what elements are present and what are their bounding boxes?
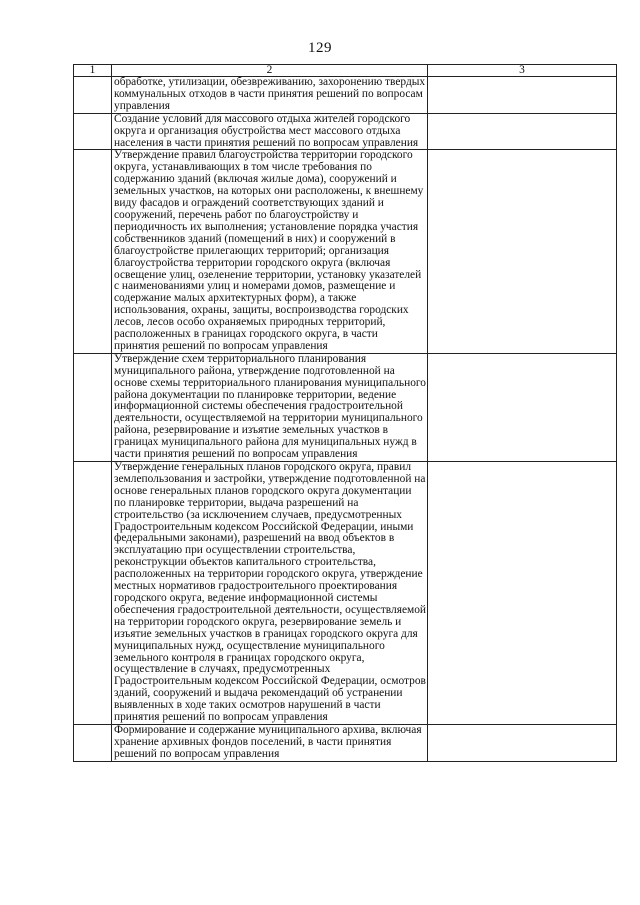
column-header-1: 1 [74, 65, 112, 77]
table-header-row [74, 65, 617, 77]
row-number-cell [74, 724, 112, 761]
row-number-cell [74, 462, 112, 725]
row-number-cell [74, 353, 112, 461]
power-description-cell [112, 113, 428, 150]
power-description-text: Утверждение схем территориального планирования муниципального района, утверждение подготовленной на основе схемы территориального планирования муниципального района документации по планировке территории, ведение информационной системы обеспечения градостроительной деятельности, осуществляемой на территории муниципального района, резервирование и изъятие земельных участков в границах муниципального района для муниципальных нужд в части принятия решений по вопросам управления [114, 352, 426, 461]
column-header-2: 2 [112, 65, 428, 77]
table-row [74, 353, 617, 461]
power-description-text: Создание условий для массового отдыха жителей городского округа и организация обустройства мест массового отдыха населения в части принятия решений по вопросам управления [114, 112, 419, 149]
power-description-cell [112, 724, 428, 761]
page-number: 129 [308, 40, 332, 56]
note-cell [428, 150, 617, 353]
note-cell [428, 113, 617, 150]
power-description-text: Утверждение генеральных планов городского округа, правил землепользования и застройки, утверждение подготовленной на основе генеральных планов городского округа документации по планировке территории, выдача разрешений на строительство (за исключением случаев, предусмотренных Градостроительным кодексом Российской Федерации, иными федеральными законами), разрешений на ввод объектов в эксплуатацию при осуществлении строительства, реконструкции объектов капитального строительства, расположенных на территории городского округа, утверждение местных нормативов градостроительного проектирования городского округа, ведение информационной системы обеспечения градостроительной деятельности, осуществляемой на территории городского округа, резервирование земель и изъятие земельных участков в границах городского округа для муниципальных нужд, осуществление муниципального земельного контроля в границах городского округа, осуществление в случаях, предусмотренных Градостроительным кодексом Российской Федерации, осмотров зданий, сооружений и выдача рекомендаций об устранении выявленных в ходе таких осмотров нарушений в части принятия решений по вопросам управления [114, 461, 427, 724]
row-number-cell [74, 150, 112, 353]
note-cell [428, 77, 617, 114]
power-description-text: обработке, утилизации, обезвреживанию, захоронению твердых коммунальных отходов в части принятия решений по вопросам управления [114, 76, 426, 112]
table-row [74, 113, 617, 150]
powers-table [73, 64, 617, 762]
power-description-text: Формирование и содержание муниципального архива, включая хранение архивных фондов поселений, в части принятия решений по вопросам управления [114, 723, 422, 760]
note-cell [428, 353, 617, 461]
row-number-cell [74, 77, 112, 114]
row-number-cell [74, 113, 112, 150]
table-row [74, 150, 617, 353]
table-row [74, 724, 617, 761]
column-header-3: 3 [428, 65, 617, 77]
power-description-cell [112, 462, 428, 725]
note-cell [428, 724, 617, 761]
note-cell [428, 462, 617, 725]
table-row [74, 77, 617, 114]
power-description-text: Утверждение правил благоустройства территории городского округа, устанавливающих в том числе требования по содержанию зданий (включая жилые дома), сооружений и земельных участков, на которых они расположены, к внешнему виду фасадов и ограждений соответствующих зданий и сооружений, перечень работ по благоустройству и периодичность их выполнения; установление порядка участия собственников зданий (помещений в них) и сооружений в благоустройстве прилегающих территорий; организация благоустройства территории городского округа (включая освещение улиц, озеленение территории, установку указателей с наименованиями улиц и номерами домов, размещение и содержание малых архитектурных форм), а также использования, охраны, защиты, воспроизводства городских лесов, лесов особо охраняемых природных территорий, расположенных в границах городского округа, в части принятия решений по вопросам управления [114, 149, 424, 352]
power-description-cell [112, 353, 428, 461]
power-description-cell [112, 150, 428, 353]
power-description-cell [112, 77, 428, 114]
table-row [74, 462, 617, 725]
